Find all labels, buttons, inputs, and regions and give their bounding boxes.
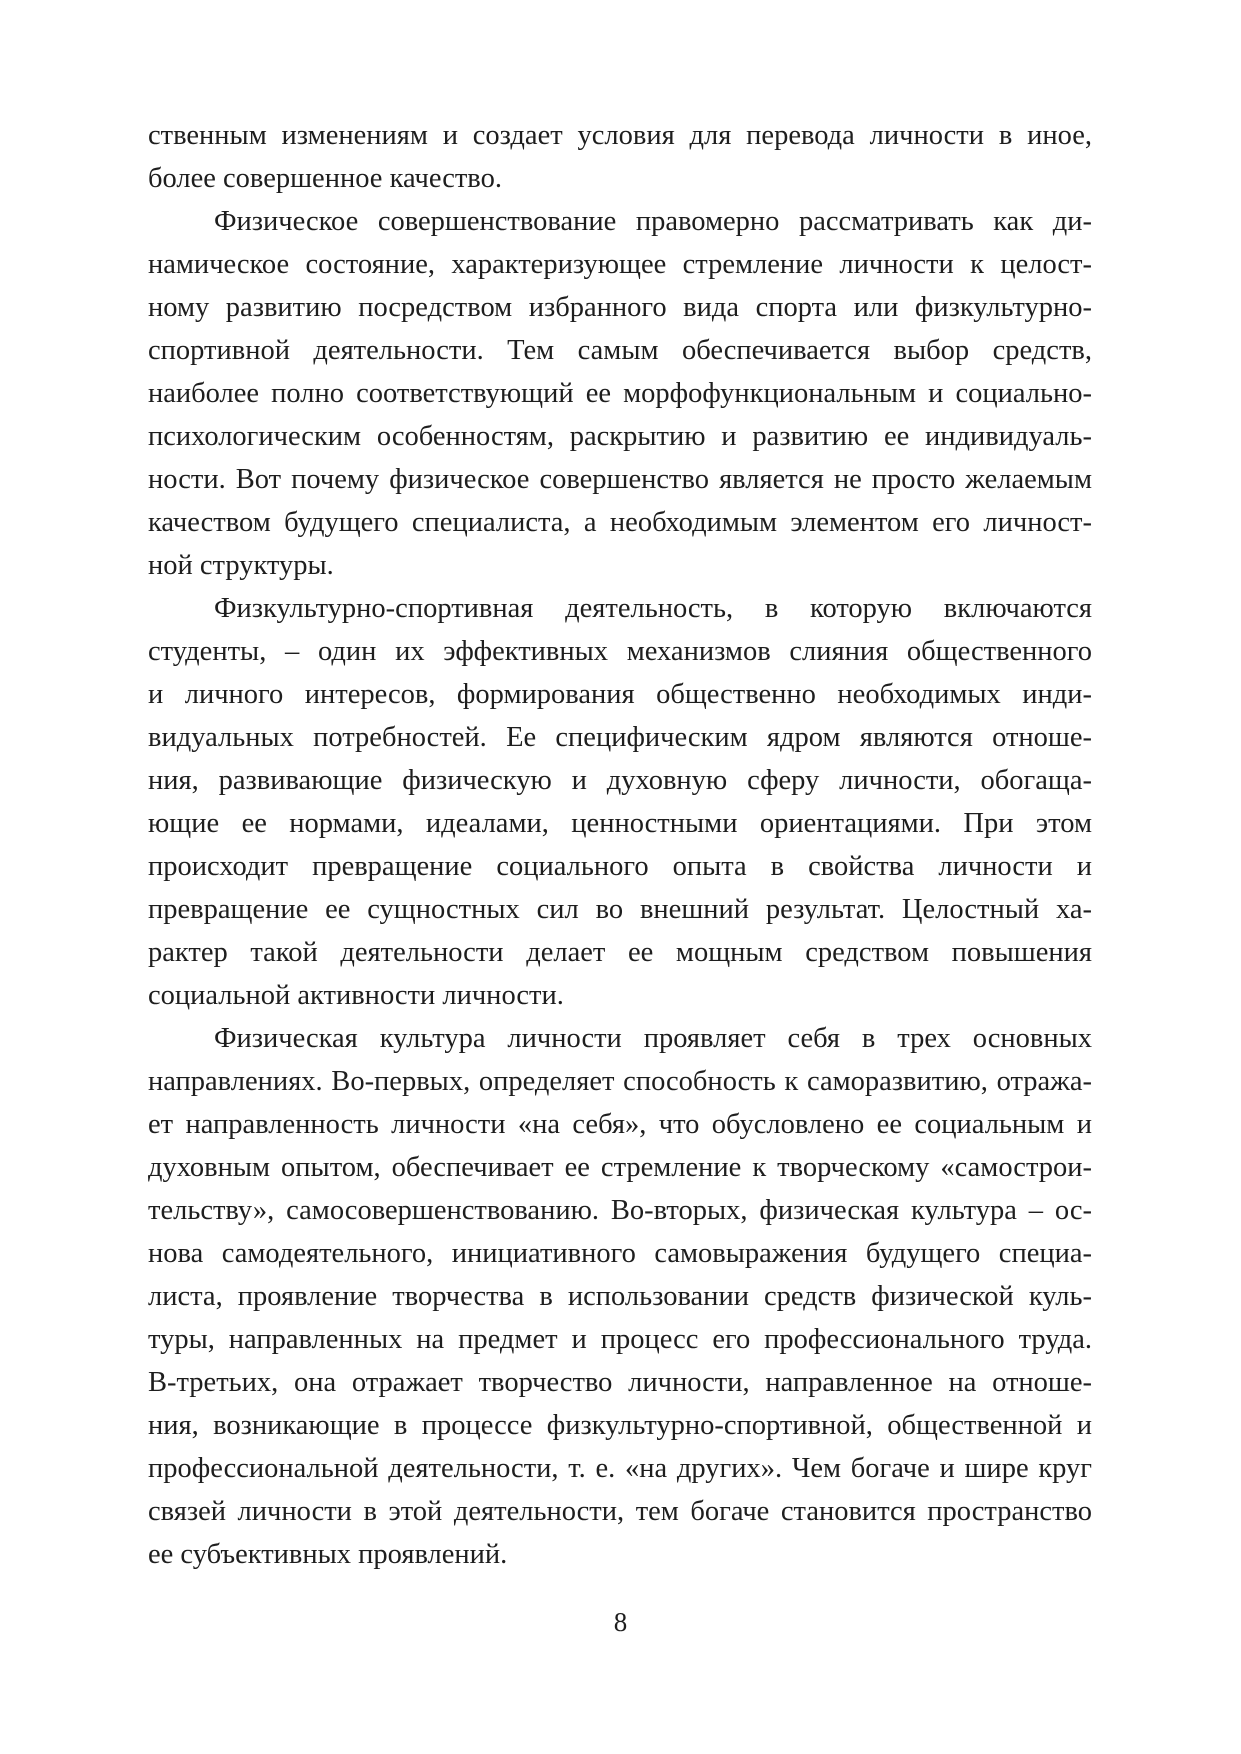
paragraph [148, 114, 1092, 200]
text-line: ющие ее нормами, идеалами, ценностными ориентациями. При этом [148, 808, 1092, 839]
text-line: происходит превращение социального опыта в свойства личности и [148, 851, 1092, 882]
paragraph [148, 200, 1092, 587]
text-line: туры, направленных на предмет и процесс его профессионального труда. [148, 1324, 1092, 1355]
text-line: ния, развивающие физическую и духовную сферу личности, обогаща- [148, 765, 1092, 796]
text-line: видуальных потребностей. Ее специфическим ядром являются отноше- [148, 722, 1092, 753]
text-line: Физическая культура личности проявляет себя в трех основных [214, 1023, 1092, 1054]
text-line: качеством будущего специалиста, а необходимым элементом его личност- [148, 507, 1092, 538]
text-line: психологическим особенностям, раскрытию и развитию ее индивидуаль- [148, 421, 1092, 452]
text-line: ет направленность личности «на себя», что обусловлено ее социальным и [148, 1109, 1092, 1140]
text-line: ее субъективных проявлений. [148, 1539, 508, 1570]
text-line: рактер такой деятельности делает ее мощным средством повышения [148, 937, 1092, 968]
text-line: наиболее полно соответствующий ее морфофункциональным и социально- [148, 378, 1092, 409]
text-line: тельству», самосовершенствованию. Во-вторых, физическая культура – ос- [148, 1195, 1092, 1226]
body-text [148, 114, 1092, 1576]
text-line: нова самодеятельного, инициативного самовыражения будущего специа- [148, 1238, 1092, 1269]
text-line: Физкультурно-спортивная деятельность, в которую включаются [214, 593, 1092, 624]
page-number: 8 [613, 1607, 628, 1637]
text-line: ственным изменениям и создает условия для перевода личности в иное, [148, 120, 1092, 151]
text-line: связей личности в этой деятельности, тем богаче становится пространство [148, 1496, 1092, 1527]
text-line: В-третьих, она отражает творчество личности, направленное на отноше- [148, 1367, 1092, 1398]
text-line: и личного интересов, формирования общественно необходимых инди- [148, 679, 1092, 710]
text-line: профессиональной деятельности, т. е. «на других». Чем богаче и шире круг [148, 1453, 1092, 1484]
text-line: ния, возникающие в процессе физкультурно-спортивной, общественной и [148, 1410, 1092, 1441]
text-line: ной структуры. [148, 550, 334, 581]
text-line: намическое состояние, характеризующее стремление личности к целост- [148, 249, 1092, 280]
text-line: студенты, – один их эффективных механизмов слияния общественного [148, 636, 1092, 667]
text-line: более совершенное качество. [148, 163, 502, 194]
text-line: социальной активности личности. [148, 980, 564, 1011]
text-line: спортивной деятельности. Тем самым обеспечивается выбор средств, [148, 335, 1092, 366]
text-line: Физическое совершенствование правомерно рассматривать как ди- [214, 206, 1092, 237]
text-line: направлениях. Во-первых, определяет способность к саморазвитию, отража- [148, 1066, 1092, 1097]
text-line: духовным опытом, обеспечивает ее стремление к творческому «самострои- [148, 1152, 1092, 1183]
paragraph [148, 587, 1092, 1017]
text-line: превращение ее сущностных сил во внешний результат. Целостный ха- [148, 894, 1092, 925]
text-line: ному развитию посредством избранного вида спорта или физкультурно- [148, 292, 1092, 323]
text-line: листа, проявление творчества в использовании средств физической куль- [148, 1281, 1092, 1312]
paragraph [148, 1017, 1092, 1576]
text-line: ности. Вот почему физическое совершенство является не просто желаемым [148, 464, 1092, 495]
